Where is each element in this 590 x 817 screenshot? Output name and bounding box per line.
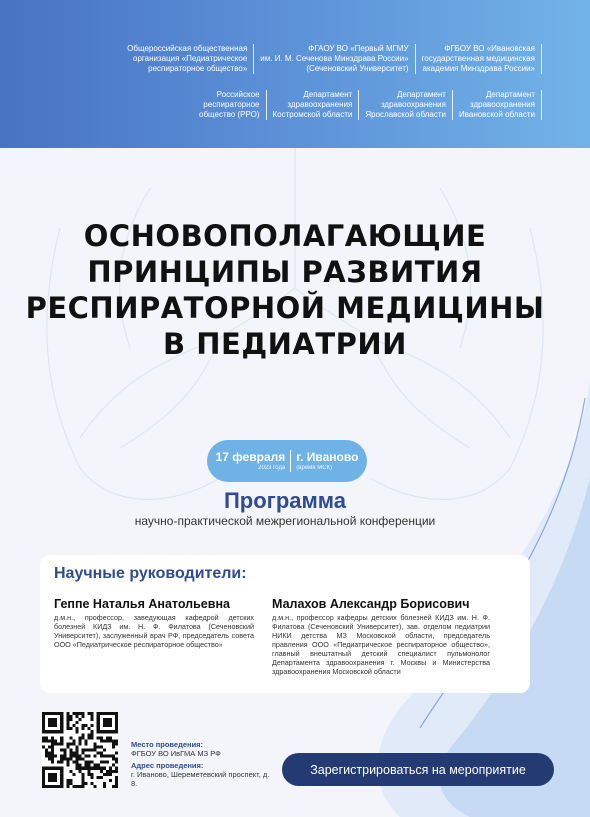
supervisor-description: д.м.н., профессор, заведующая кафедрой детских болезней КИДЗ им. Н. Ф. Филатова (Сеченовский Университет), заслуженный врач РФ, председатель совета ООО «Педиатрическое респираторное общество» — [54, 613, 254, 649]
register-button[interactable]: Зарегистрироваться на мероприятие — [282, 753, 554, 786]
organizers-row-2 — [199, 90, 542, 120]
event-time-note: (время МСК) — [296, 465, 333, 471]
qr-code-icon[interactable] — [42, 712, 118, 788]
supervisor-2 — [272, 597, 490, 676]
venue-address-value: г. Иваново, Шереметевский проспект, д. 8. — [131, 770, 270, 788]
organizer-pro: Общероссийская общественная организация «Педиатрическое респираторное общество» — [127, 44, 254, 74]
organizer-yaroslavl: Департамент здравоохранения Ярославской области — [365, 90, 453, 120]
organizer-ivgma: ФГБОУ ВО «Ивановская государственная медицинская академия Минздрава России» — [422, 44, 542, 74]
event-city: г. Иваново — [296, 450, 359, 464]
date-location-badge — [207, 440, 367, 482]
venue-place-label: Место проведения: — [131, 740, 204, 749]
conference-title: ОСНОВОПОЛАГАЮЩИЕ ПРИНЦИПЫ РАЗВИТИЯ РЕСПИРАТОРНОЙ МЕДИЦИНЫ В ПЕДИАТРИИ — [25, 219, 545, 361]
venue-info — [131, 740, 271, 791]
supervisor-description: д.м.н., профессор кафедры детских болезней КИДЗ им. Н. Ф. Филатова (Сеченовский Университет), зав. отделом педиатрии НИКИ детства МЗ Московской области, председатель правления ООО «Педиатрическое респираторное общество», главный внештатный детский специалист пульмонолог Департамента здравоохранения г. Москвы и Министерства здравоохранения Московской области — [272, 613, 490, 676]
event-year: 2023 года — [258, 465, 286, 471]
supervisor-1 — [54, 597, 254, 649]
organizer-rro: Российское респираторное общество (РРО) — [199, 90, 267, 120]
organizer-ivanovo: Департамент здравоохранения Ивановской области — [459, 90, 542, 120]
organizer-kostroma: Департамент здравоохранения Костромской области — [273, 90, 360, 120]
supervisor-name: Геппе Наталья Анатольевна — [54, 597, 230, 611]
header-banner — [0, 0, 590, 148]
organizers-row-1 — [127, 44, 542, 74]
organizer-sechenov: ФГАОУ ВО «Первый МГМУ им. И. М. Сеченова Минздрава России» (Сеченовский Университет) — [260, 44, 415, 74]
event-date: 17 февраля — [215, 450, 286, 464]
supervisors-card — [40, 555, 530, 693]
supervisors-heading: Научные руководители: — [54, 565, 247, 582]
program-heading: Программа — [223, 488, 347, 513]
venue-address-label: Адрес проведения: — [131, 761, 204, 770]
venue-place-value: ФГБОУ ВО ИвГМА МЗ РФ — [131, 749, 221, 758]
program-subtitle: научно-практической межрегиональной конференции — [134, 514, 436, 528]
supervisor-name: Малахов Александр Борисович — [272, 597, 470, 611]
